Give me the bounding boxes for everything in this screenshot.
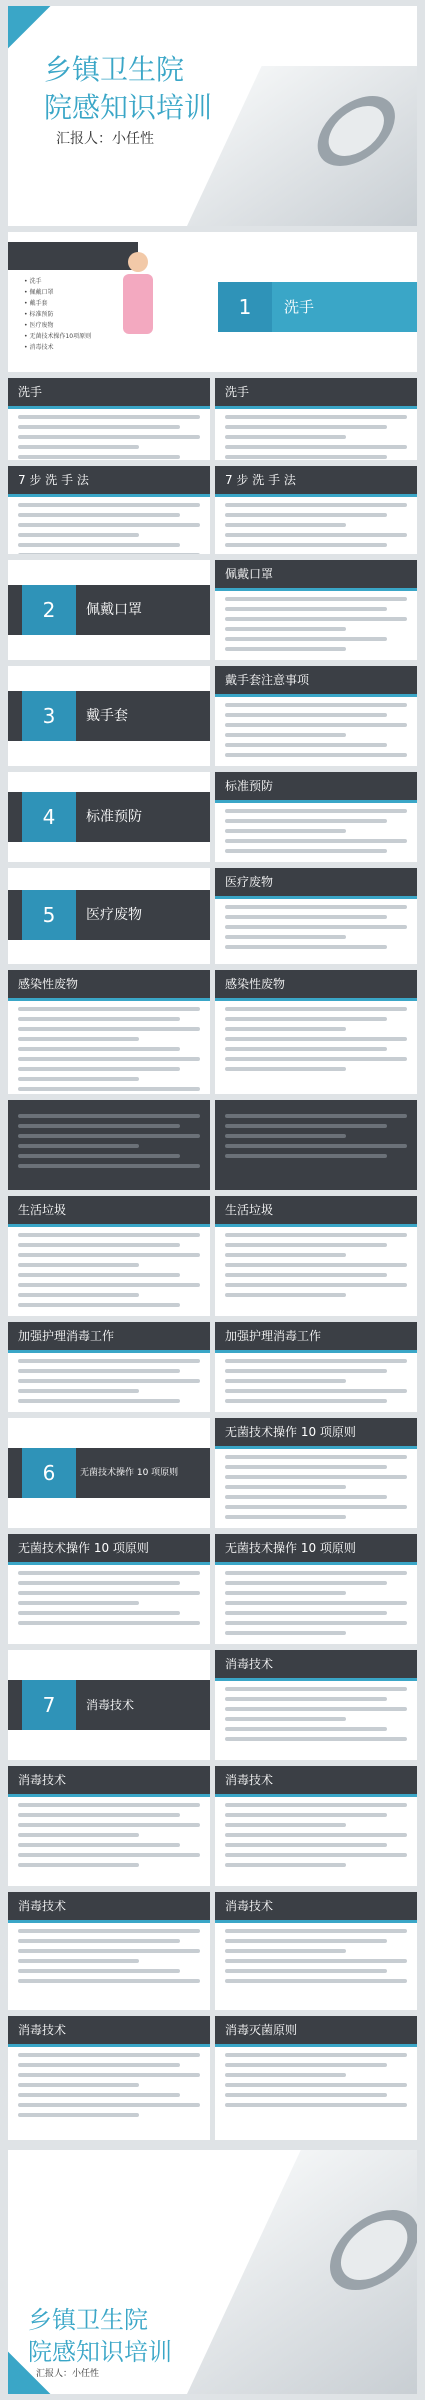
strengthen-slide-left [8,1322,210,1412]
section-title: 消毒技术 [86,1698,135,1712]
toc-item[interactable]: • 医疗废物 [24,322,54,329]
aseptic-section-slide [8,1418,210,1528]
section-title: 医疗废物 [86,907,142,923]
cover-slide [8,6,417,226]
waste-slide [215,868,417,964]
slide-banner: 无菌技术操作 10 项原则 [8,1534,210,1562]
aseptic-slide-3 [215,1534,417,1644]
section-title: 标准预防 [86,809,142,825]
closing-title-1: 乡镇卫生院 [28,2306,148,2334]
section-title: 戴手套 [86,708,128,724]
slide-banner: 加强护理消毒工作 [8,1322,210,1350]
infect-waste-slide-left [8,970,210,1094]
disinfect-slide [215,1650,417,1760]
life-waste-slide-right [215,1196,417,1316]
glove-note-slide [215,666,417,766]
aseptic-slide-2 [8,1534,210,1644]
toc-item[interactable]: • 消毒技术 [24,344,54,351]
glove-section-slide [8,666,210,766]
disinfect-slide-5 [215,1892,417,2010]
section-number: 7 [22,1680,76,1730]
seven-step-slide-right [215,466,417,554]
sterile-slide [215,2016,417,2140]
section-number: 2 [22,585,76,635]
slide-banner: 消毒技术 [8,2016,210,2044]
slide-banner: 无菌技术操作 10 项原则 [215,1534,417,1562]
infect-waste-slide-right [215,970,417,1094]
slide-banner: 感染性废物 [215,970,417,998]
handwash-slide-left [8,378,210,460]
toc-item[interactable]: • 洗手 [24,278,42,285]
slide-banner: 生活垃圾 [8,1196,210,1224]
closing-title-2: 院感知识培训 [28,2338,172,2366]
slide-banner: 标准预防 [215,772,417,800]
slide-banner: 洗手 [215,378,417,406]
stethoscope-image [187,2150,417,2394]
strengthen-slide-right [215,1322,417,1412]
toc-list [24,276,91,353]
toc-item[interactable]: • 标准预防 [24,311,54,318]
section-number: 6 [22,1448,76,1498]
std-section-slide [8,772,210,862]
slide-banner: 7 步 洗 手 法 [215,466,417,494]
slide-banner: 消毒灭菌原则 [215,2016,417,2044]
slide-banner: 戴手套注意事项 [215,666,417,694]
slide-banner: 医疗废物 [215,868,417,896]
toc-slide [8,232,417,372]
disinfect-slide-6 [8,2016,210,2140]
stethoscope-image [187,66,417,226]
disinfect-slide-4 [8,1892,210,2010]
std-slide [215,772,417,862]
slide-banner: 7 步 洗 手 法 [8,466,210,494]
section-title: 佩戴口罩 [86,602,142,618]
slide-banner: 消毒技术 [215,1650,417,1678]
section-title: 无菌技术操作 10 项原则 [80,1468,179,1478]
slide-banner: 佩戴口罩 [215,560,417,588]
closing-reporter: 汇报人：小任性 [36,2369,100,2379]
slide-banner: 消毒技术 [215,1892,417,1920]
toc-item[interactable]: • 佩戴口罩 [24,289,54,296]
dark-list-slide-left [8,1100,210,1190]
toc-item[interactable]: • 戴手套 [24,300,48,307]
toc-item[interactable]: • 无菌技术操作10项原则 [24,333,92,340]
cover-reporter: 汇报人：小任性 [56,131,154,147]
section-number: 1 [218,282,272,332]
disinfect-slide-2 [8,1766,210,1886]
nurse-illustration [118,252,158,362]
dark-list-slide-right [215,1100,417,1190]
slide-banner: 感染性废物 [8,970,210,998]
slide-banner: 加强护理消毒工作 [215,1322,417,1350]
slide-banner: 消毒技术 [215,1766,417,1794]
mask-slide [215,560,417,660]
cover-title-1: 乡镇卫生院 [44,53,185,86]
section-title: 洗手 [272,282,417,332]
slide-banner: 消毒技术 [8,1766,210,1794]
life-waste-slide-left [8,1196,210,1316]
slide-banner: 洗手 [8,378,210,406]
disinfect-slide-3 [215,1766,417,1886]
section-number: 3 [22,691,76,741]
aseptic-slide [215,1418,417,1528]
seven-step-slide-left [8,466,210,554]
disinfect-section-slide [8,1650,210,1760]
slide-banner: 消毒技术 [8,1892,210,1920]
section-number: 5 [22,890,76,940]
waste-section-slide [8,868,210,964]
mask-section-slide [8,560,210,660]
closing-slide [8,2150,417,2394]
corner-decoration [8,6,50,48]
cover-title-2: 院感知识培训 [44,91,213,124]
section-number: 4 [22,792,76,842]
handwash-slide-right [215,378,417,460]
slide-banner: 无菌技术操作 10 项原则 [215,1418,417,1446]
slide-banner: 生活垃圾 [215,1196,417,1224]
